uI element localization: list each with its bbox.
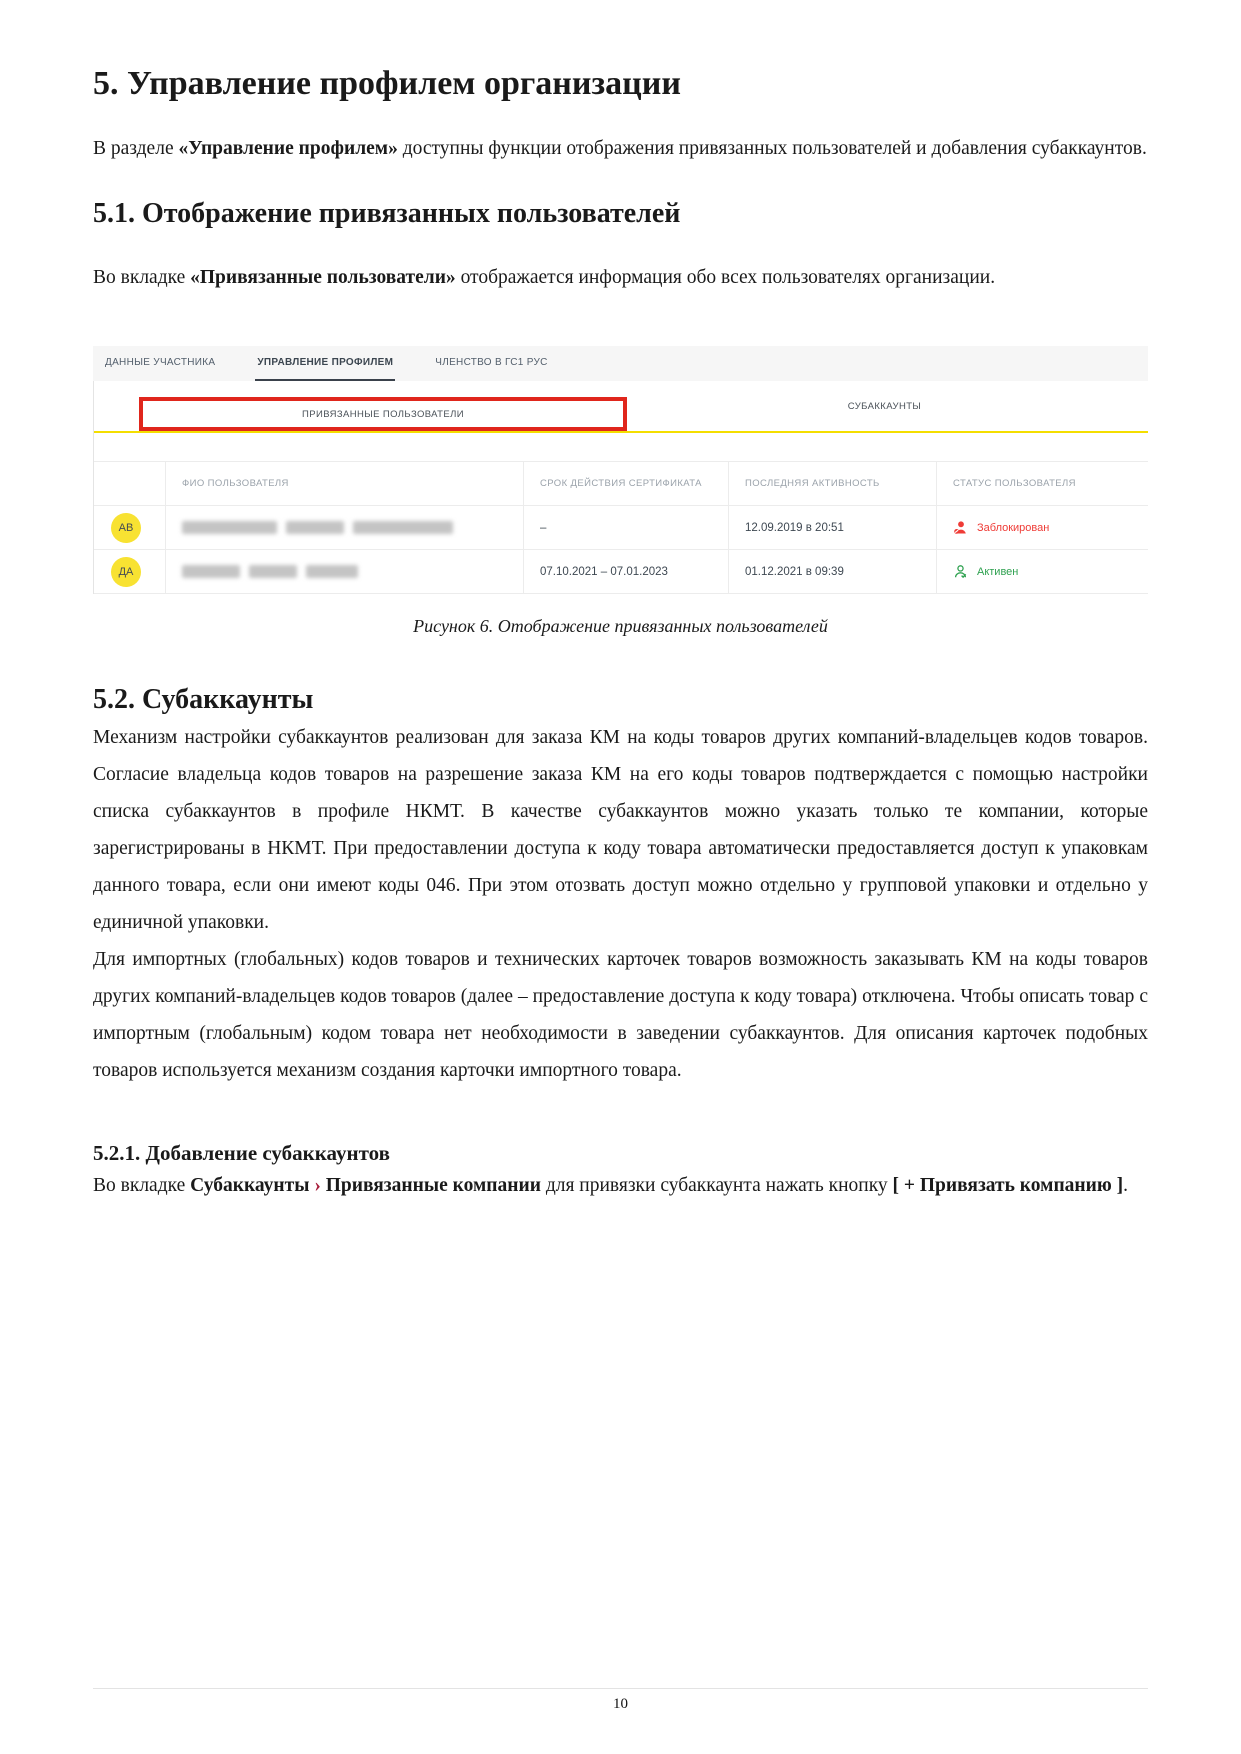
page-number: 10	[613, 1696, 628, 1712]
paragraph-5-2-1	[93, 1167, 1148, 1204]
users-table	[94, 461, 1148, 594]
section-title-5-2: 5.2. Субаккаунты	[93, 684, 314, 715]
screenshot-body	[93, 381, 1148, 594]
figure-screenshot	[93, 346, 1148, 594]
tab-participant-data-label: ДАННЫЕ УЧАСТНИКА	[105, 357, 216, 368]
paragraph-5-2-b: Для импортных (глобальных) кодов товаров и технических карточек товаров возможность заказывать КМ на коды товаров других компаний-владельцев кодов товаров (далее – предоставление доступа к коду товара) отключена. Чтобы описать товар с импортным (глобальным) кодом товара нет необходимости в заведении субаккаунтов. Для описания карточек подобных товаров используется механизм создания карточки импортного товара.	[93, 949, 1148, 1081]
table-row[interactable]	[94, 549, 165, 593]
user-name-redacted	[165, 549, 523, 593]
redacted-text-block	[306, 565, 358, 578]
table-row[interactable]	[94, 505, 165, 549]
breadcrumb-chevron: ›	[309, 1175, 326, 1196]
paragraph-5-1-pre: Во вкладке	[93, 267, 191, 288]
paragraph-5-1-post: отображается информация обо всех пользователях организации.	[455, 267, 996, 288]
redacted-text-block	[182, 521, 277, 534]
paragraph-intro-bold: «Управление профилем»	[178, 138, 398, 159]
spacer	[94, 433, 1148, 461]
paragraph-5-2-1-mid: для привязки субаккаунта нажать кнопку	[540, 1175, 893, 1196]
subtab-linked-users-label: ПРИВЯЗАННЫЕ ПОЛЬЗОВАТЕЛИ	[302, 408, 464, 420]
subtab-subaccounts[interactable]	[621, 381, 1148, 431]
paragraph-5-2-1-bold1: Субаккаунты	[190, 1175, 310, 1196]
table-header-avatar	[94, 461, 165, 505]
tab-profile-management[interactable]	[255, 346, 395, 381]
table-header-status: СТАТУС ПОЛЬЗОВАТЕЛЯ	[936, 461, 1148, 505]
last-activity-value: 12.09.2019 в 20:51	[728, 505, 936, 549]
paragraph-intro	[93, 130, 1148, 167]
redacted-text-block	[286, 521, 344, 534]
status-badge	[953, 520, 1049, 535]
status-label: Заблокирован	[977, 521, 1050, 534]
user-name-redacted	[165, 505, 523, 549]
tab-gs1-membership[interactable]	[433, 346, 549, 381]
paragraph-5-2-1-post: .	[1123, 1175, 1129, 1196]
tab-profile-management-label: УПРАВЛЕНИЕ ПРОФИЛЕМ	[257, 357, 394, 368]
paragraph-intro-post: доступны функции отображения привязанных пользователей и добавления субаккаунтов.	[397, 138, 1147, 159]
section-title-5: 5. Управление профилем организации	[93, 65, 681, 102]
status-badge	[953, 564, 1018, 579]
subtab-subaccounts-label: СУБАККАУНТЫ	[847, 400, 922, 412]
cert-period-value: 07.10.2021 – 07.01.2023	[523, 549, 728, 593]
paragraph-5-2-1-pre: Во вкладке	[93, 1175, 191, 1196]
tab-participant-data[interactable]	[103, 346, 217, 381]
paragraph-5-1-bold: «Привязанные пользователи»	[190, 267, 456, 288]
last-activity-value: 01.12.2021 в 09:39	[728, 549, 936, 593]
paragraph-5-1	[93, 259, 1148, 296]
table-header-last-activity: ПОСЛЕДНЯЯ АКТИВНОСТЬ	[728, 461, 936, 505]
figure-caption: Рисунок 6. Отображение привязанных пользователей	[413, 616, 828, 636]
status-cell	[936, 505, 1148, 549]
status-label: Активен	[977, 565, 1019, 578]
paragraph-intro-pre: В разделе	[93, 138, 179, 159]
paragraph-5-2-1-bold3: [ + Привязать компанию ]	[892, 1175, 1124, 1196]
status-cell	[936, 549, 1148, 593]
paragraph-5-2-1-bold2: Привязанные компании	[325, 1175, 541, 1196]
page-footer	[93, 1688, 1148, 1713]
section-title-5-1: 5.1. Отображение привязанных пользователей	[93, 198, 681, 229]
table-header-cert-period: СРОК ДЕЙСТВИЯ СЕРТИФИКАТА	[523, 461, 728, 505]
tab-gs1-membership-label: ЧЛЕНСТВО В ГС1 РУС	[435, 357, 548, 368]
redacted-text-block	[353, 521, 453, 534]
highlight-annotation-box	[139, 397, 627, 431]
table-header-name: ФИО ПОЛЬЗОВАТЕЛЯ	[165, 461, 523, 505]
top-tab-bar	[93, 346, 1148, 381]
user-blocked-icon	[953, 520, 968, 535]
avatar: ДА	[111, 557, 141, 587]
section-title-5-2-1: 5.2.1. Добавление субаккаунтов	[93, 1141, 390, 1165]
subtab-linked-users[interactable]	[94, 381, 621, 431]
user-active-icon	[953, 564, 968, 579]
cert-period-value: –	[523, 505, 728, 549]
paragraph-5-2-a: Механизм настройки субаккаунтов реализован для заказа КМ на коды товаров других компаний-владельцев кодов товаров. Согласие владельца кодов товаров на разрешение заказа КМ на его коды товаров подтверждается с помощью настройки списка субаккаунтов в профиле НКМТ. В качестве субаккаунтов можно указать только те компании, которые зарегистрированы в НКМТ. При предоставлении доступа к коду товара автоматически предоставляется доступ к упаковкам данного товара, если они имеют коды 046. При этом отозвать доступ можно отдельно у групповой упаковки и отдельно у единичной упаковки.	[93, 727, 1148, 933]
redacted-text-block	[249, 565, 297, 578]
redacted-text-block	[182, 565, 240, 578]
subtab-bar	[94, 381, 1148, 433]
avatar: АВ	[111, 513, 141, 543]
